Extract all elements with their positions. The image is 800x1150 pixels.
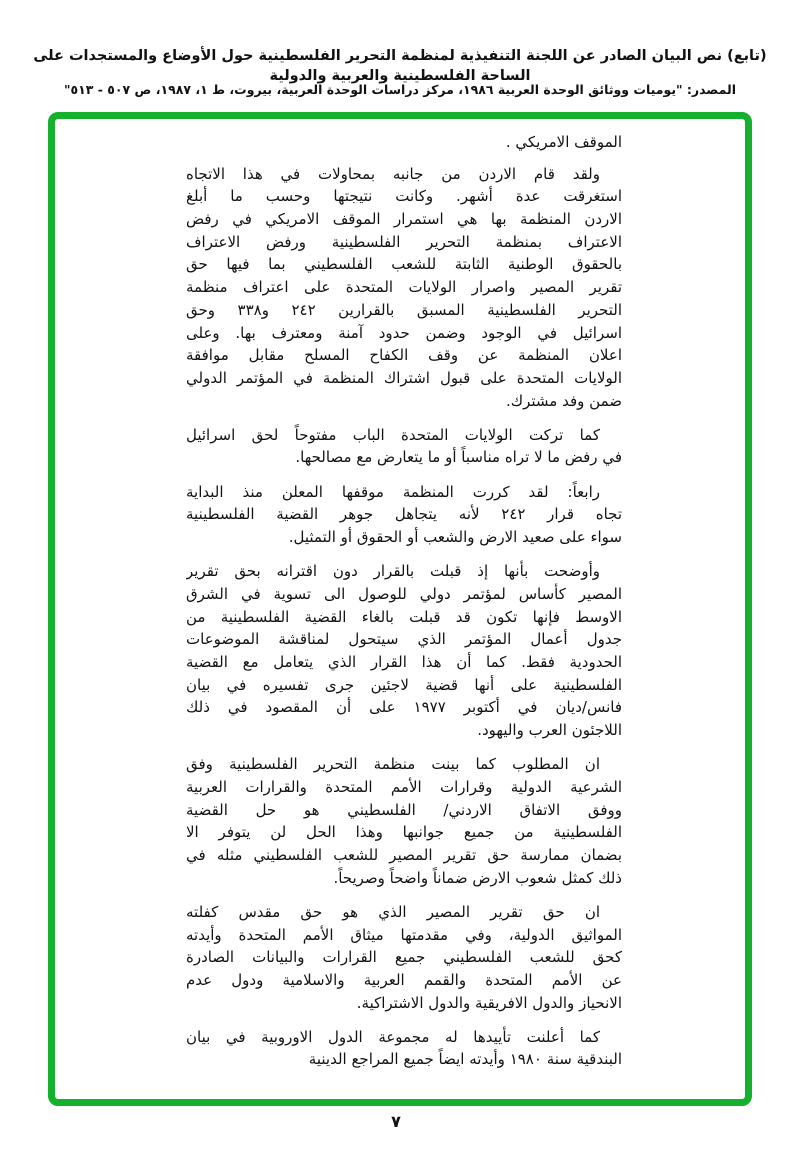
text-line: كما أعلنت تأييدها له مجموعة الدول الاوروبية في بيان — [186, 1027, 600, 1046]
text-line: كحق للشعب الفلسطيني جميع القرارات والبيانات الصادرة — [186, 948, 622, 967]
section-title: الموقف الامريكي . — [505, 133, 622, 151]
text-line: التحرير الفلسطينية المسبق بالقرارين ٢٤٢ و٣٣٨ وحق — [186, 300, 622, 319]
text-line: كما تركت الولايات المتحدة الباب مفتوحاً لحق اسرائيل — [186, 425, 600, 444]
text-line: الاردن المنظمة بها هي استمرار الموقف الامريكي في رفض — [186, 210, 622, 229]
text-line: الفلسطينية من جميع جوانبها وهذا الحل لن يتوفر الا — [186, 823, 622, 842]
text-line: الانحياز والدول الافريقية والدول الاشتراكية. — [356, 993, 622, 1012]
text-line: الشرعية الدولية وقرارات الأمم المتحدة والقرارات العربية — [186, 777, 622, 796]
text-line: ان حق تقرير المصير الذي هو حق مقدس كفلته — [186, 902, 600, 921]
text-line: البندقية سنة ١٩٨٠ وأيدته ايضاً جميع المراجع الدينية — [308, 1050, 622, 1069]
text-line: تقرير المصير واصرار الولايات المتحدة على اعتراف منظمة — [186, 278, 622, 297]
document-header-title: (تابع) نص البيان الصادر عن اللجنة التنفيذية لمنظمة التحرير الفلسطينية حول الأوضاع والمستجدات على الساحة الفلسطينية والعربية والدولية — [33, 48, 767, 84]
text-line: المصير كأساس لمؤتمر دولي للوصول الى تسوية في الشرق — [186, 584, 622, 603]
text-line: رابعاً: لقد كررت المنظمة موقفها المعلن منذ البداية — [186, 482, 600, 501]
text-line: الفلسطينية على أنها قضية لاجئين جرى تفسيره في بيان — [186, 675, 622, 694]
text-line: استغرقت عدة أشهر. وكانت نتيجتها وحسب ما أبلغ — [186, 187, 622, 206]
text-line: عن الأمم المتحدة والقمم العربية والاسلامية ودول عدم — [186, 970, 622, 989]
text-line: الحدودية فقط. كما أن هذا القرار الذي يتعامل مع القضية — [186, 652, 622, 671]
text-line: المواثيق الدولية، وفي مقدمتها ميثاق الأمم المتحدة وأيدته — [186, 925, 622, 944]
text-line: اسرائيل في الوجود وضمن حدود آمنة ومعترف بها. وعلى — [186, 323, 622, 342]
text-line: فانس/ديان في أكتوبر ١٩٧٧ على أن المقصود في ذلك — [186, 698, 622, 717]
paragraphs-container — [186, 163, 622, 1071]
text-column — [186, 131, 622, 1083]
text-line: الاوسط فإنها تكون قد قبلت بالغاء القضية الفلسطينية من — [186, 607, 622, 626]
paragraph — [186, 753, 622, 889]
text-line: بضمان ممارسة حق تقرير المصير للشعب الفلسطيني مثله في — [186, 845, 622, 864]
paragraph — [186, 424, 622, 469]
text-line: في رفض ما لا تراه مناسباً أو ما يتعارض مع مصالحها. — [295, 448, 622, 467]
text-line: تجاه قرار ٢٤٢ لأنه يتجاهل جوهر القضية الفلسطينية — [186, 505, 622, 524]
text-line: ذلك كمثل شعوب الارض ضماناً واضحاً وصريحاً. — [333, 868, 622, 887]
text-line: بالحقوق الوطنية الثابتة للشعب الفلسطيني بما فيها حق — [186, 255, 622, 274]
text-line: ان المطلوب كما بينت منظمة التحرير الفلسطينية وفق — [186, 755, 600, 774]
page-number: ٧ — [391, 1112, 401, 1131]
text-line: وأوضحت بأنها إذ قبلت بالقرار دون اقترانه بحق تقرير — [186, 562, 600, 581]
paragraph — [186, 163, 622, 413]
text-line: سواء على صعيد الارض والشعب أو الحقوق أو التمثيل. — [288, 528, 622, 547]
text-line: اعلان المنظمة عن وقف الكفاح المسلح مقابل موافقة — [186, 346, 622, 365]
text-line: الولايات المتحدة على قبول اشتراك المنظمة في المؤتمر الدولي — [186, 368, 622, 387]
text-line: الاعتراف بمنظمة التحرير الفلسطينية ورفض الاعتراف — [186, 232, 622, 251]
paragraph — [186, 481, 622, 549]
document-header-source: المصدر: "يوميات ووثائق الوحدة العربية ١٩٨٦، مركز دراسات الوحدة العربية، بيروت، ط ١، ١٩٨٧، ص ٥٠٧ - ٥١٣" — [63, 82, 736, 97]
paragraph — [186, 1026, 622, 1071]
text-line: جدول أعمال المؤتمر الذي سيتحول لمناقشة الموضوعات — [186, 630, 622, 649]
paragraph — [186, 560, 622, 742]
text-line: اللاجئون العرب واليهود. — [477, 721, 622, 740]
text-line: ولقد قام الاردن من جانبه بمحاولات في هذا الاتجاه — [186, 164, 600, 183]
text-line: ضمن وفد مشترك. — [505, 391, 622, 410]
text-line: ووفق الاتفاق الاردني/ الفلسطيني هو حل القضية — [186, 800, 622, 819]
paragraph — [186, 901, 622, 1014]
